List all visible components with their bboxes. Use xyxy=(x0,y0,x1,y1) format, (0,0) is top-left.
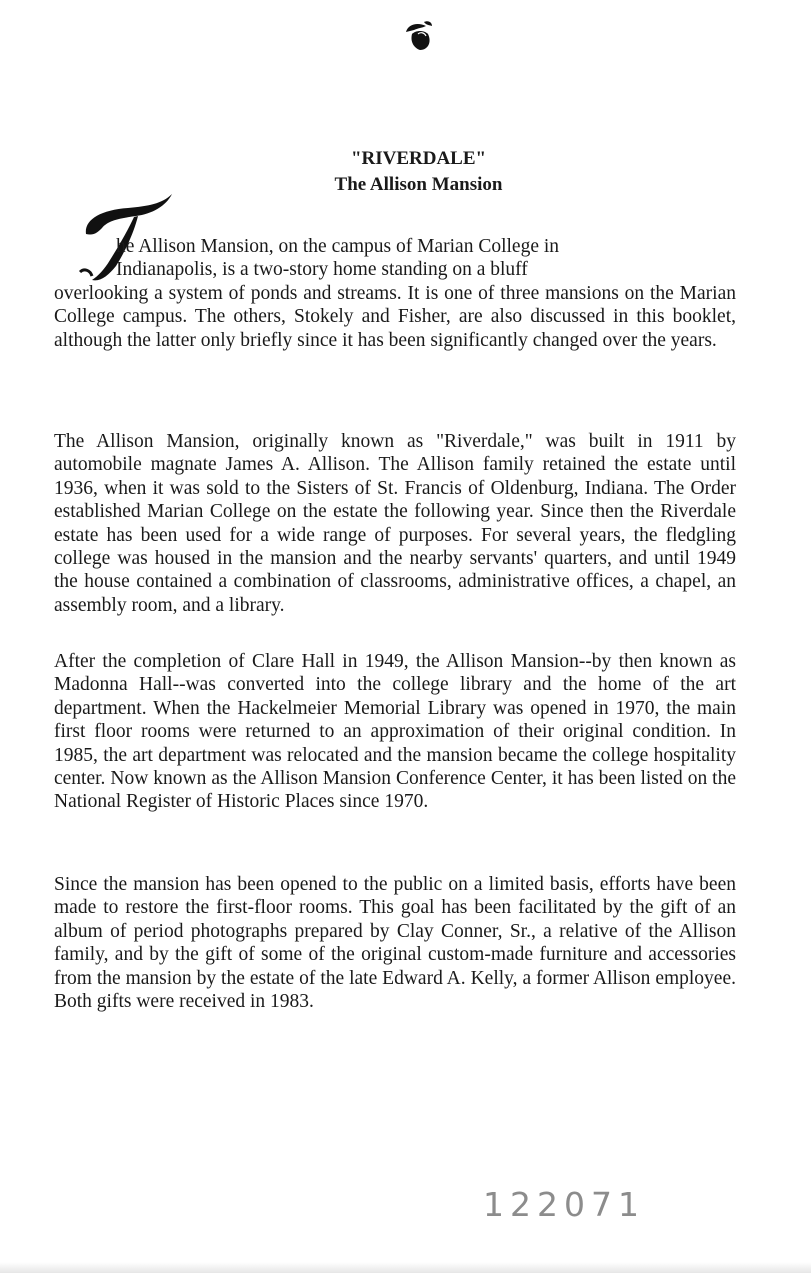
paragraph-restoration: Since the mansion has been opened to the public on a limited basis, efforts have been made to restore the first-floor rooms. This goal has been facilitated by the gift of an album of period photographs prepared by Clay Conner, Sr., a relative of the Allison family, and by the gift of some of the original custom-made furniture and accessories from the mansion by the estate of the late Edward A. Kelly, a former Allison employee. Both gifts were received in 1983. xyxy=(54,874,736,1013)
intro-rest: overlooking a system of ponds and streams. It is one of three mansions on the Marian College campus. The others, Stokely and Fisher, are also discussed in this booklet, although the latter only briefly since it has been significantly changed over the years. xyxy=(54,282,736,351)
intro-line-1: he Allison Mansion, on the campus of Marian College in xyxy=(116,236,560,257)
fleuron-icon xyxy=(398,16,438,52)
page-bottom-edge xyxy=(0,1262,811,1273)
accession-number-stamp: 122071 xyxy=(483,1185,645,1224)
page-title: "RIVERDALE" xyxy=(350,148,487,169)
intro-line-2: Indianapolis, is a two-story home standing on a bluff xyxy=(116,259,528,281)
paragraph-history: The Allison Mansion, originally known as "Riverdale," was built in 1911 by automobile magnate James A. Allison. The Allison family retained the estate until 1936, when it was sold to the Sisters of St. Francis of Oldenburg, Indiana. The Order established Marian College on the estate the following year. Since then the Riverdale estate has been used for a wide range of purposes. For several years, the fledgling college was housed in the mansion and the nearby servants' quarters, and until 1949 the house contained a combination of classrooms, administrative offices, a chapel, an assembly room, and a library. xyxy=(54,431,736,616)
paragraph-library: After the completion of Clare Hall in 1949, the Allison Mansion--by then known as Madonna Hall--was converted into the college library and the home of the art department. When the Hackelmeier Memorial Library was opened in 1970, the main first floor rooms were returned to an approximation of their original condition. In 1985, the art department was relocated and the mansion became the college hospitality center. Now known as the Allison Mansion Conference Center, it has been listed on the National Register of Historic Places since 1970. xyxy=(54,651,736,813)
page-subtitle: The Allison Mansion xyxy=(334,174,503,195)
paragraph-intro xyxy=(54,235,736,352)
